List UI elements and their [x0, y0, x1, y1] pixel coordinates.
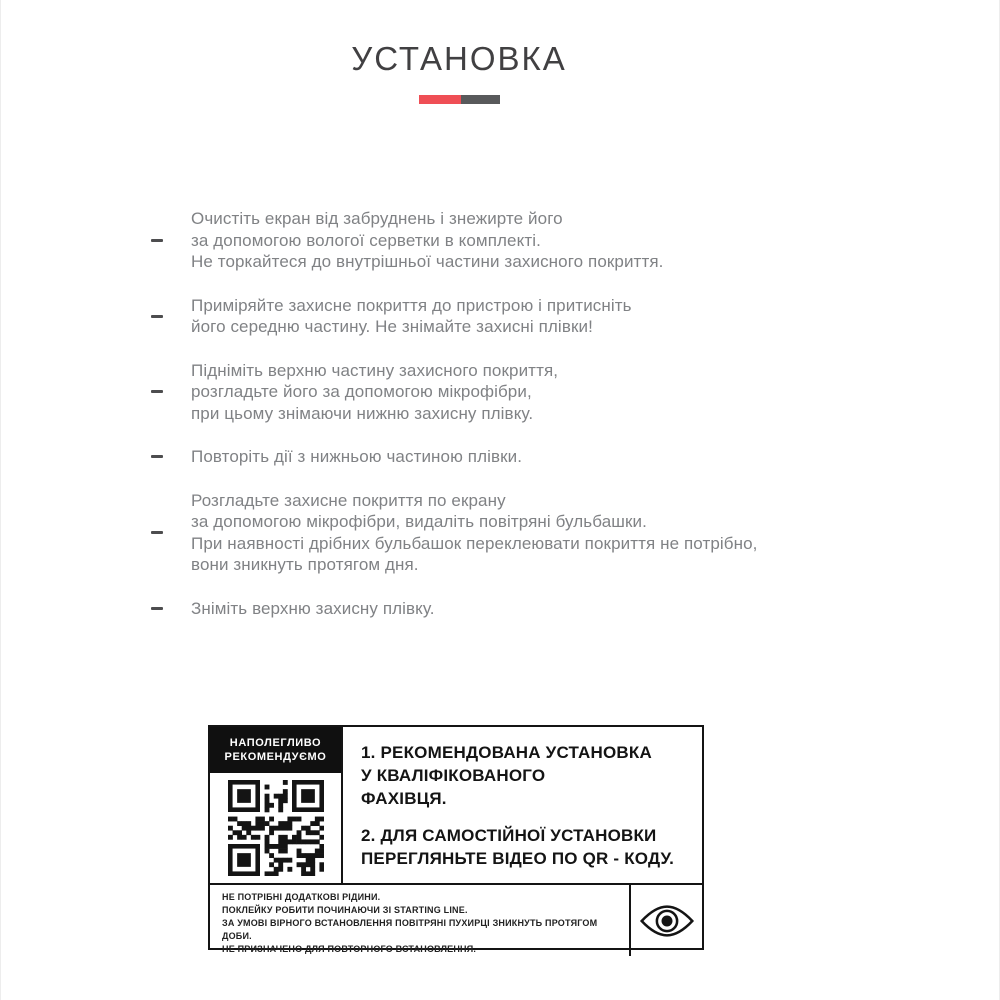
- step-item: [151, 295, 931, 338]
- step-line: вони зникнуть протягом дня.: [191, 555, 419, 574]
- step-line: Повторіть дії з нижньою частиною плівки.: [191, 447, 523, 466]
- step-line: Не торкайтеся до внутрішньої частини захисного покриття.: [191, 252, 664, 271]
- dash-bullet-icon: [151, 531, 163, 534]
- step-text: [191, 295, 632, 338]
- step-line: Підніміть верхню частину захисного покриття,: [191, 360, 559, 380]
- recommendation-line: У КВАЛІФІКОВАНОГО: [361, 766, 546, 785]
- recommendation-box: [208, 725, 704, 954]
- step-line: Очистіть екран від забруднень і знежирте його: [191, 209, 563, 228]
- step-item: [151, 208, 931, 273]
- recommendation-item: [361, 741, 694, 810]
- dash-bullet-icon: [151, 315, 163, 318]
- recommendation-left-column: [210, 727, 343, 883]
- step-text: [191, 360, 558, 425]
- recommendation-line: ПЕРЕГЛЯНЬТЕ ВІДЕО ПО QR - КОДУ.: [361, 849, 675, 868]
- recommendation-top: [210, 727, 702, 883]
- divider-red-segment: [419, 95, 461, 104]
- step-item: [151, 490, 931, 576]
- step-text: [191, 208, 663, 273]
- step-text: [191, 446, 522, 468]
- recommendation-header-line: РЕКОМЕНДУЄМО: [224, 751, 327, 763]
- step-line: його середню частину. Не знімайте захисні плівки!: [191, 317, 593, 336]
- dash-bullet-icon: [151, 455, 163, 458]
- step-item: [151, 446, 931, 468]
- step-text: [191, 598, 435, 620]
- step-item: [151, 360, 931, 425]
- recommendation-header: [210, 727, 341, 773]
- recommendation-line: 1. РЕКОМЕНДОВАНА УСТАНОВКА: [361, 743, 652, 762]
- title-block: [1, 40, 917, 104]
- footnote-line: НЕ ПРИЗНАЧЕНО ДЛЯ ПОВТОРНОГО ВСТАНОВЛЕННЯ.: [222, 944, 477, 954]
- recommendation-line: ФАХІВЦЯ.: [361, 789, 447, 808]
- dash-bullet-icon: [151, 239, 163, 242]
- title-divider: [419, 95, 500, 104]
- footnote-line: ПОКЛЕЙКУ РОБИТИ ПОЧИНАЮЧИ ЗІ STARTING LINE.: [222, 905, 468, 915]
- step-line: Зніміть верхню захисну плівку.: [191, 598, 435, 618]
- dash-bullet-icon: [151, 607, 163, 610]
- recommendation-text: [343, 727, 702, 883]
- step-item: [151, 598, 931, 620]
- footnotes: [210, 885, 629, 956]
- recommendation-footnotes-row: [210, 883, 702, 956]
- recommendation-line: 2. ДЛЯ САМОСТІЙНОЇ УСТАНОВКИ: [361, 826, 657, 845]
- step-line: при цьому знімаючи нижню захисну плівку.: [191, 403, 534, 423]
- footnote-line: ЗА УМОВІ ВІРНОГО ВСТАНОВЛЕННЯ ПОВІТРЯНІ ПУХИРЦІ ЗНИКНУТЬ ПРОТЯГОМ ДОБИ.: [222, 918, 598, 941]
- step-line: розгладьте його за допомогою мікрофібри,: [191, 382, 532, 401]
- recommendation-item: [361, 824, 694, 870]
- step-text: [191, 490, 758, 576]
- step-line: за допомогою мікрофібри, видаліть повітряні бульбашки.: [191, 512, 647, 531]
- dash-bullet-icon: [151, 390, 163, 393]
- page-title: УСТАНОВКА: [351, 40, 567, 77]
- step-line: При наявності дрібних бульбашок переклеювати покриття не потрібно,: [191, 533, 758, 553]
- step-line: Приміряйте захисне покриття до пристрою і притисніть: [191, 295, 632, 315]
- eye-icon: [629, 885, 702, 956]
- recommendation-header-line: НАПОЛЕГЛИВО: [229, 737, 322, 749]
- installation-steps: [151, 208, 931, 641]
- divider-gray-segment: [461, 95, 500, 104]
- qr-code-icon: [210, 773, 341, 883]
- step-line: Розгладьте захисне покриття по екрану: [191, 490, 506, 510]
- footnote-line: НЕ ПОТРІБНІ ДОДАТКОВІ РІДИНИ.: [222, 892, 381, 902]
- step-line: за допомогою вологої серветки в комплекті.: [191, 230, 541, 250]
